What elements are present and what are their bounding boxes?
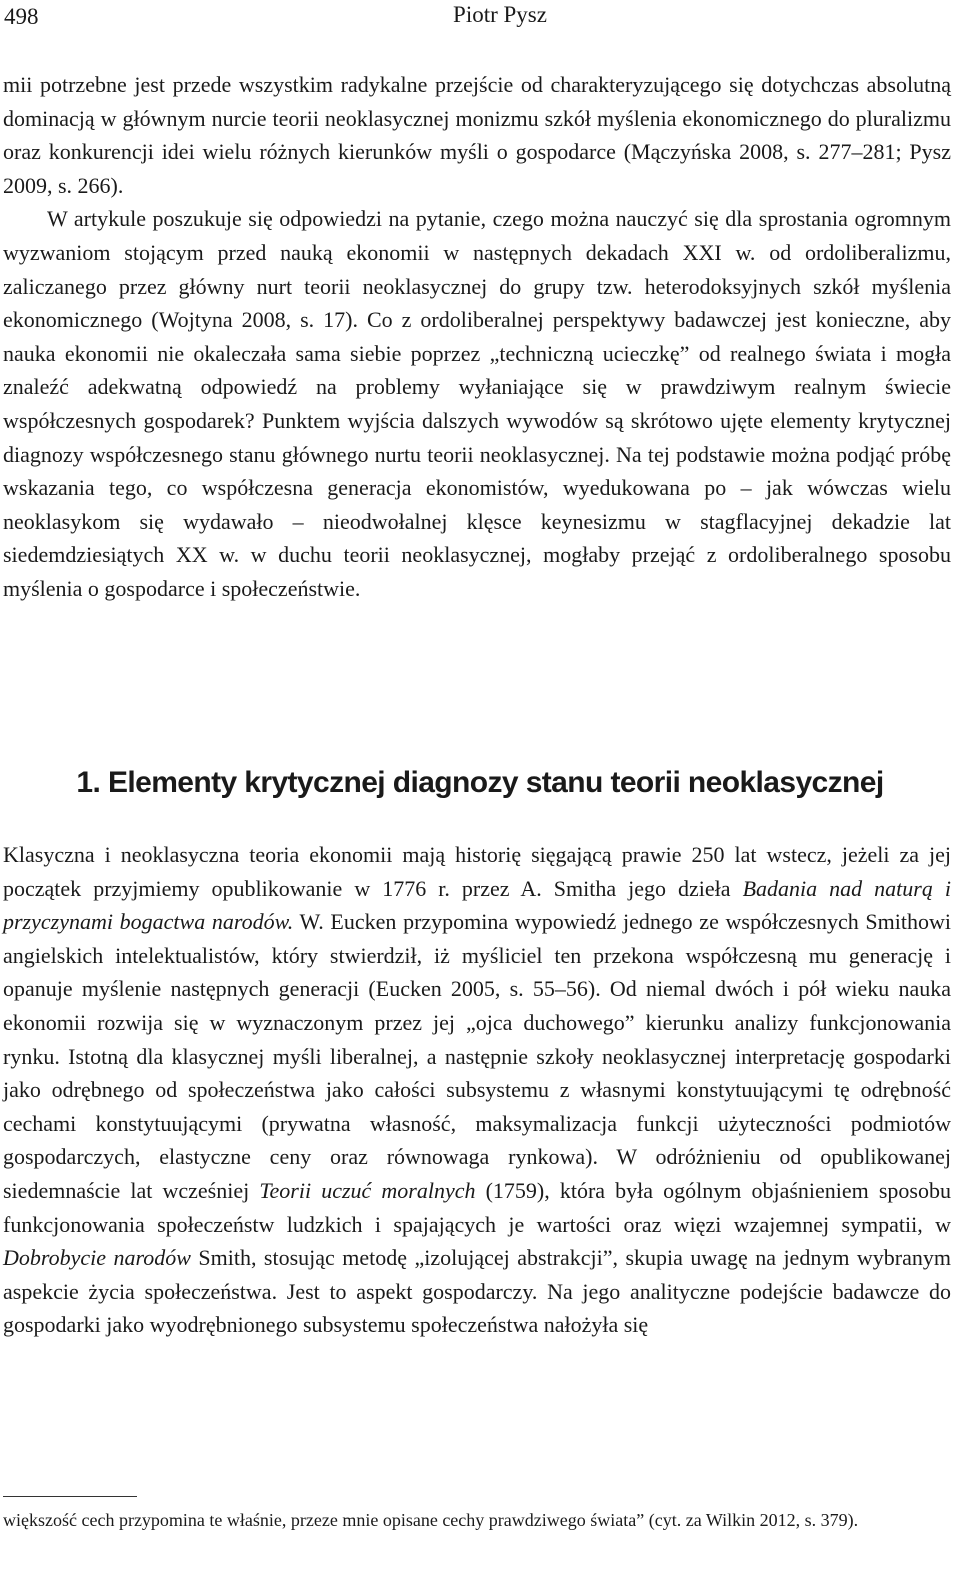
paragraph: W artykule poszukuje się odpowiedzi na pytanie, czego można nauczyć się dla sprostania ogromnym wyzwaniom stojącym przed nauką ekonomii w następnych dekadach XXI w. od ordoliberalizmu, zaliczanego przez główny nurt teorii neoklasycznej do grupy tzw. heterodoksyjnych szkół myślenia ekonomicznego (Wojtyna 2008, s. 17). Co z ordoliberalnej perspektywy badawczej jest konieczne, aby nauka ekonomii nie okaleczała sama siebie poprzez „techniczną ucieczkę” od realnego świata i mogła znaleźć adekwatną odpowiedź na problemy wyłaniające się w prawdziwym realnym świecie współczesnych gospodarek? Punktem wyjścia dalszych wywodów są skrótowo ujęte elementy krytycznej diagnozy współczesnego stanu głównego nurtu teorii neoklasycznej. Na tej podstawie można podjąć próbę wskazania tego, co współczesna generacja ekonomistów, wyedukowana po – jak wówczas wielu neoklasykom się wydawało – nieodwołalnej klęsce keynesizmu w stagflacyjnej dekadzie lat siedemdziesiątych XX w. w duchu teorii neoklasycznej, mogłaby przejąć z ordoliberalnego sposobu myślenia o gospodarce i społeczeństwie. <box>3 206 951 601</box>
book-title: Badania nad naturą i przyczynami bogactwa narodów. <box>3 875 951 935</box>
paragraph: mii potrzebne jest przede wszystkim radykalne przejście od charakteryzującego się dotychczas absolutną dominacją w głównym nurcie teorii neoklasycznej monizmu szkół myślenia ekonomicznego do pluralizmu oraz konkurencji idei wielu różnych kierunków myśli o gospodarce (Mączyńska 2008, s. 277–281; Pysz 2009, s. 266). <box>3 72 951 198</box>
text-run: (1759), która była ogólnym objaśnieniem sposobu funkcjonowania społeczeństw ludzkich i spajających je wartości oraz więzi wzajemnej sympatii, w <box>3 1177 951 1237</box>
page-number: 498 <box>4 4 39 29</box>
section-text <box>3 838 951 1342</box>
text-run: W. Eucken przypomina wypowiedź jednego ze współczesnych Smithowi angielskich intelektualistów, który stwierdził, iż myśliciel ten przekona współczesną mu generację i opanuje myślenie następnych generacji (Eucken 2005, s. 55–56). Od niemal dwóch i pół wieku nauka ekonomii rozwija się w wyznaczonym przez jej „ojca duchowego” kierunku analizy funkcjonowania rynku. Istotną dla klasycznej myśli liberalnej, a następnie szkoły neoklasycznej interpretację gospodarki jako odrębnego od społeczeństwa jako całości subsystemu z własnymi konstytuującymi tę odrębność cechami konstytuującymi (prywatna własność, maksymalizacja funkcji użyteczności podmiotów gospodarczych, elastyczne ceny oraz równowaga rynkowa). W odróżnieniu od opublikowanej siedemnaście lat wcześniej <box>3 909 951 1203</box>
paragraph <box>3 838 951 1342</box>
section-heading: 1. Elementy krytycznej diagnozy stanu teorii neoklasycznej <box>76 766 884 799</box>
text-run: Klasyczna i neoklasyczna teoria ekonomii mają historię sięgającą prawie 250 lat wstecz, jeżeli za jej początek przyjmiemy opublikowanie w 1776 r. przez A. Smitha jego dzieła <box>3 842 951 901</box>
running-head: Piotr Pysz <box>453 2 547 27</box>
intro-text <box>3 68 951 606</box>
page-header <box>0 2 960 32</box>
book-title: Dobrobycie narodów <box>3 1245 191 1271</box>
text-run: Smith, stosując metodę „izolującej abstrakcji”, skupia uwagę na jednym wybranym aspekcie życia społeczeństwa. Jest to aspekt gospodarczy. Na jego analityczne podejście badawcze do gospodarki jako wyodrębnionego subsystemu społeczeństwa nałożyła się <box>3 1245 951 1338</box>
footnote-rule <box>3 1496 137 1497</box>
book-title: Teorii uczuć moralnych <box>259 1177 476 1203</box>
footnote: większość cech przypomina te właśnie, przeze mnie opisane cechy prawdziwego świata” (cyt. za Wilkin 2012, s. 379). <box>3 1510 859 1530</box>
